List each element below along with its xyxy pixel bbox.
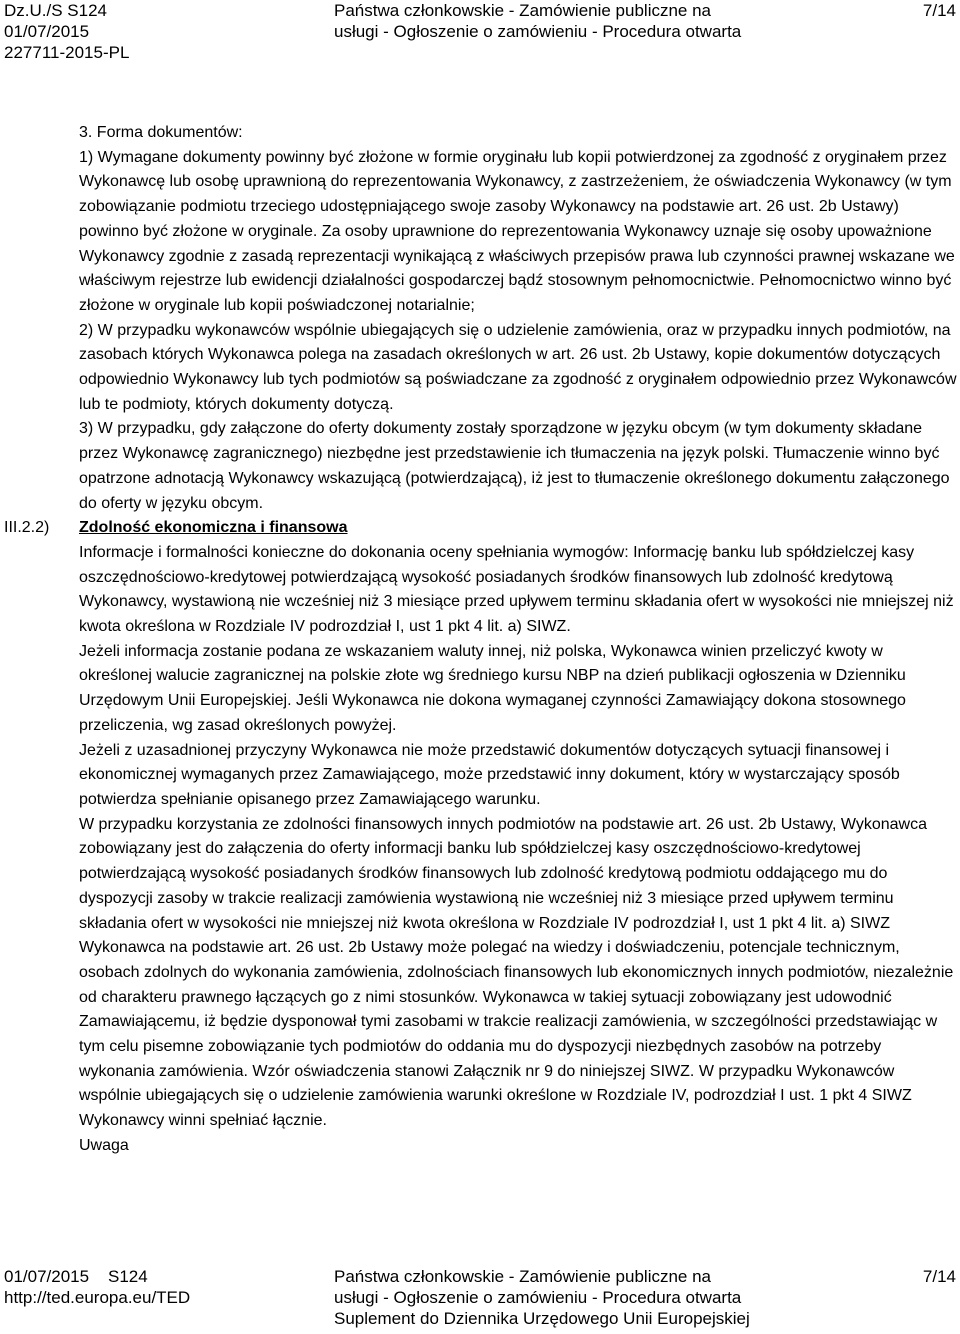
paragraph: 3. Forma dokumentów: (79, 124, 243, 141)
header-notice-id: 227711-2015-PL (4, 43, 130, 62)
footer-page-number: 7/14 (922, 1267, 956, 1286)
footer-title-line-2: usługi - Ogłoszenie o zamówieniu - Procedura otwarta (334, 1288, 742, 1307)
footer-right (923, 1266, 956, 1287)
paragraph: Jeżeli informacja zostanie podana ze wskazaniem waluty innej, niż polska, Wykonawca winien przeliczyć kwoty w określonej walucie zagranicznej na polskie złote wg średniego kursu NBP na dzień publikacji ogłoszenia w Dzienniku Urzędowym Unii Europejskiej. Jeśli Wykonawca nie dokona wymaganej czynności Zamawiający dokona stosownego przeliczenia, wg zasad określonych powyżej. (79, 642, 906, 734)
header-title-line-2: usługi - Ogłoszenie o zamówieniu - Procedura otwarta (334, 22, 742, 41)
section-heading: Zdolność ekonomiczna i finansowa (79, 519, 348, 537)
header-journal-ref: Dz.U./S S124 (4, 1, 107, 20)
footer-url: http://ted.europa.eu/TED (4, 1288, 191, 1307)
header-date: 01/07/2015 (4, 22, 90, 41)
header-title-line-1: Państwa członkowskie - Zamówienie publiczne na (334, 1, 712, 20)
footer-center (334, 1266, 750, 1329)
paragraph: Jeżeli z uzasadnionej przyczyny Wykonawca nie może przedstawić dokumentów dotyczących sytuacji finansowej i ekonomicznej wymaganych przez Zamawiającego, może przedstawić inny dokument, który w wystarczający sposób potwierdza spełnianie opisanego przez Zamawiającego warunku. (79, 741, 900, 808)
paragraph: W przypadku korzystania ze zdolności finansowych innych podmiotów na podstawie art. 26 ust. 2b Ustawy, Wykonawca zobowiązany jest do załączenia do oferty informacji banku lub spółdzielczej kasy oszczędnościowo-kredytowej potwierdzającą wysokość posiadanych środków finansowych lub zdolność kredytową podmiotu oddającego mu do dyspozycji zasoby w trakcie realizacji zamówienia wystawioną nie wcześniej niż 3 miesiące przed upływem terminu składania ofert w wysokości nie mniejszej niż kwota określona w Rozdziale IV podrozdział I, ust 1 pkt 4 lit. a) SIWZ (79, 815, 927, 932)
paragraph: Informacje i formalności konieczne do dokonania oceny spełniania wymogów: Informację banku lub spółdzielczej kasy oszczędnościowo-kredytowej potwierdzającą wysokość posiadanych środków finansowych lub zdolność kredytową Wykonawcy, wystawioną nie wcześniej niż 3 miesiące przed upływem terminu składania ofert w wysokości nie mniejszej niż kwota określona w Rozdziale IV podrozdział I, ust 1 pkt 4 lit. a) SIWZ. (79, 543, 954, 636)
paragraph: Wykonawca na podstawie art. 26 ust. 2b Ustawy może polegać na wiedzy i doświadczeniu, potencjale technicznym, osobach zdolnych do wykonania zamówienia, zdolnościach finansowych lub ekonomicznych innych podmiotów, niezależnie od charakteru prawnego łączących go z nimi stosunków. Wykonawca w takiej sytuacji zobowiązany jest udowodnić Zamawiającemu, iż będzie dysponował tymi zasobami w trakcie realizacji zamówienia, w szczególności przedstawiając w tym celu pisemne zobowiązanie tych podmiotów do oddania mu do dyspozycji niezbędnych zasobów na potrzeby wykonania zamówienia. Wzór oświadczenia stanowi Załącznik nr 9 do niniejszej SIWZ. W przypadku Wykonawców wspólnie ubiegających się o udzielenie zamówienia warunki określone w Rozdziale IV, podrozdział I ust. 1 pkt 4 SIWZ Wykonawcy winni spełniać łącznie. (79, 939, 954, 1130)
header-page-number: 7/14 (922, 1, 956, 20)
paragraph: Uwaga (79, 1136, 129, 1154)
paragraph: 2) W przypadku wykonawców wspólnie ubiegających się o udzielenie zamówienia, oraz w przypadku innych podmiotów, na zasobach których Wykonawca polega na zasadach określonych w art. 26 ust. 2b Ustawy, kopie dokumentów dotyczących odpowiednio Wykonawcy lub tych podmiotów są poświadczane za zgodność z oryginałem odpowiednio przez Wykonawców lub te podmioty, których dokumenty dotyczą. (79, 321, 957, 413)
section-number: III.2.2) (4, 519, 50, 537)
document-body (0, 121, 960, 1159)
header-center (334, 0, 741, 42)
section-document-form (0, 121, 960, 516)
header-left (4, 0, 129, 63)
paragraph: 3) W przypadku, gdy załączone do oferty dokumenty zostały sporządzone w języku obcym (w tym dokumenty składane przez Wykonawcę zagranicznego) niezbędne jest przedstawienie ich tłumaczenia na język polski. Tłumaczenie winno być opatrzone adnotacją Wykonawcy wskazującą (potwierdzającą), iż jest to tłumaczenie określonego dokumentu załączonego do oferty w języku obcym. (79, 420, 950, 512)
footer-title-line-1: Państwa członkowskie - Zamówienie publiczne na (334, 1267, 712, 1286)
footer-left (4, 1266, 190, 1308)
header-right (923, 0, 956, 21)
paragraph: 1) Wymagane dokumenty powinny być złożone w formie oryginału lub kopii potwierdzonej za zgodność z oryginałem przez Wykonawcę lub osobę uprawnioną do reprezentowania Wykonawcy, z zastrzeżeniem, że oświadczenia Wykonawcy (w tym zobowiązanie podmiotu trzeciego udostępniającego swoje zasoby Wykonawcy na podstawie art. 26 ust. 2b Ustawy) powinno być złożone w oryginale. Za osoby uprawnione do reprezentowania Wykonawcy uznaje się osoby upoważnione Wykonawcy zgodnie z zasadą reprezentacji wynikającą z właściwych przepisów prawa lub czynności prawnej wskazane we właściwym rejestrze lub ewidencji działalności gospodarczej bądź stosownym pełnomocnictwie. Pełnomocnictwo winno być złożone w oryginale lub kopii poświadczonej notarialnie; (79, 148, 955, 314)
footer-supplement: Suplement do Dziennika Urzędowego Unii Europejskiej (334, 1309, 750, 1328)
footer-date-issue: 01/07/2015 S124 (4, 1267, 148, 1286)
section-economic-capacity (0, 516, 960, 1158)
